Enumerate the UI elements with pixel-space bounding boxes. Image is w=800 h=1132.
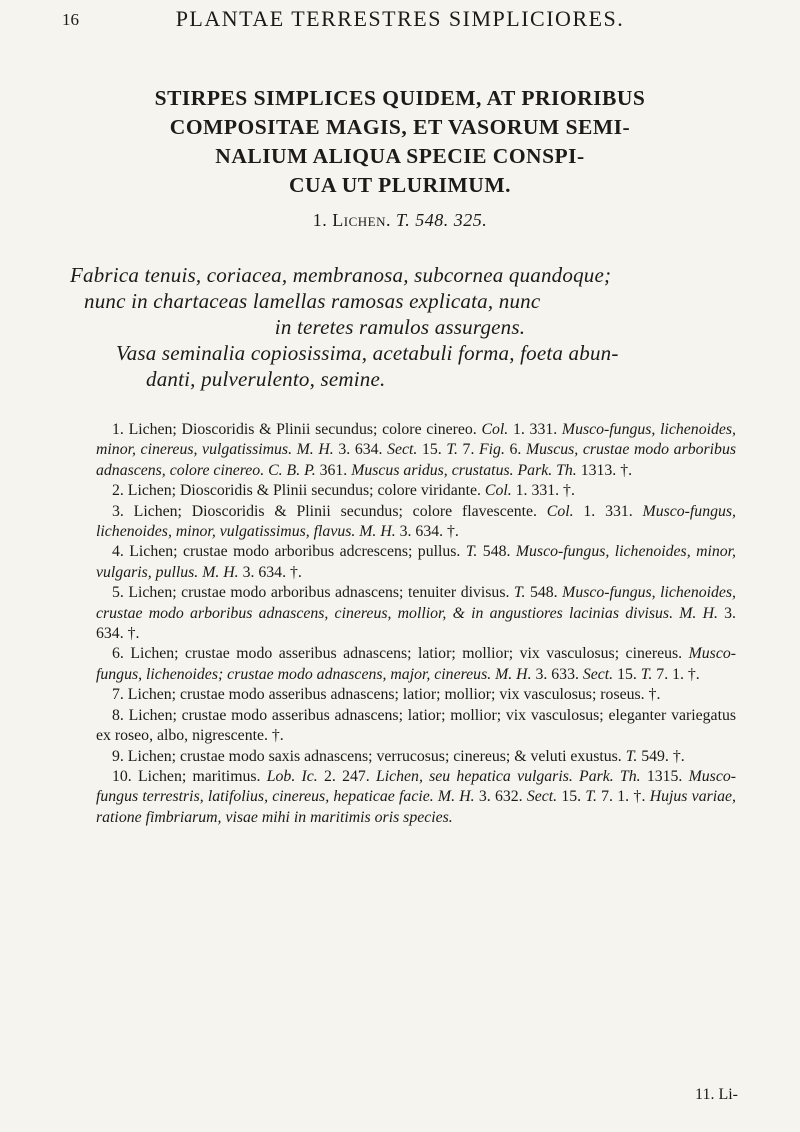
species-entry (96, 706, 736, 747)
entry-text: 15. (613, 665, 641, 683)
entry-text: 3. 634. †. (395, 523, 459, 541)
section-heading-line: CUA UT PLURIMUM. (288, 173, 511, 197)
entry-text: Col. (484, 482, 512, 500)
genus-heading (0, 210, 800, 231)
entry-text: T. (640, 665, 653, 683)
entry-text: Col. (481, 421, 509, 438)
entry-text: Musco-fungus terrestris, latifolius, cinereus, hepaticae facie. M. H. (96, 767, 736, 806)
entry-text: T. (625, 747, 638, 765)
entry-text: Musco-fungus, lichenoides, minor, vulgatissimus, flavus. M. H. (96, 502, 737, 541)
entry-text: Musco-fungus, lichenoides, minor, cinereus, vulgatissimus. M. H. (96, 421, 736, 459)
entry-text: Musco-fungus, lichenoides, minor, vulgaris, pullus. M. H. (96, 543, 737, 581)
species-entries (96, 420, 736, 828)
entry-text: Sect. (582, 665, 614, 683)
description-line: nunc in chartaceas lamellas ramosas explicata, nunc (84, 289, 541, 313)
entry-text: 2. 247. (317, 767, 376, 785)
entry-text: 1. 331. (573, 502, 643, 520)
entry-text: 9. Lichen; crustae modo saxis adnascens; verrucosus; cinereus; & veluti exustus. (112, 747, 626, 765)
entry-text: Sect. (526, 788, 558, 806)
entry-text: 1315. (640, 767, 689, 785)
description-line: danti, pulverulento, semine. (146, 367, 386, 391)
species-entry (96, 644, 736, 685)
entry-text: Muscus, crustae modo arboribus adnascens, colore cinereo. C. B. P. (96, 441, 737, 479)
section-heading (110, 84, 690, 200)
entry-text: 15. (417, 441, 447, 459)
entry-text: T. (465, 543, 478, 561)
entry-text: Lob. Ic. (266, 767, 318, 785)
species-entry (96, 542, 736, 583)
species-entry (96, 420, 736, 481)
entry-text: 1. 331. (508, 421, 562, 438)
entry-text: 361. (315, 461, 352, 479)
running-head (62, 6, 738, 32)
page-number: 16 (62, 10, 79, 29)
entry-text: Sect. (387, 441, 418, 459)
species-entry (96, 502, 736, 543)
genus-number: 1. (312, 210, 328, 230)
entry-text: Musco-fungus, lichenoides; crustae modo adnascens, major, cinereus. M. H. (96, 645, 736, 683)
entry-text: Col. (546, 502, 574, 520)
entry-text: 7. 1. †. (596, 788, 650, 806)
entry-text: 1313. †. (576, 461, 633, 479)
species-entry (96, 747, 736, 767)
section-heading-line: STIRPES SIMPLICES QUIDEM, AT PRIORIBUS (154, 86, 646, 110)
entry-text: Lichen, seu hepatica vulgaris. Park. Th. (375, 767, 641, 785)
entry-text: 8. Lichen; crustae modo asseribus adnascens; latior; mollior; vix vasculosus; eleganter variegatus ex roseo, albo, nigrescente. †. (96, 706, 736, 745)
entry-text: 6. (504, 441, 526, 459)
entry-text: 3. Lichen; Dioscoridis & Plinii secundus; colore flavescente. (112, 502, 547, 520)
entry-text: T. (513, 584, 526, 602)
entry-text: 15. (557, 788, 586, 806)
species-entry (96, 685, 736, 705)
entry-text: Musco-fungus, lichenoides, crustae modo arboribus adnascens, cinereus, mollior, & in angustiores lacinias divisus. M. H. (96, 584, 737, 622)
entry-text: 5. Lichen; crustae modo arboribus adnascens; tenuiter divisus. (112, 584, 514, 602)
species-entry (96, 481, 736, 501)
entry-text: 3. 633. (531, 665, 583, 683)
entry-text: T. (446, 441, 458, 459)
genus-description (70, 262, 730, 392)
entry-text: 10. Lichen; maritimus. (112, 767, 267, 785)
section-heading-line: COMPOSITAE MAGIS, ET VASORUM SEMI- (169, 115, 631, 139)
entry-text: Hujus variae, ratione fimbriarum, visae mihi in maritimis oris species. (96, 788, 736, 826)
genus-name: Lichen. (332, 210, 392, 230)
entry-text: 1. Lichen; Dioscoridis & Plinii secundus; colore cinereo. (112, 421, 482, 438)
running-title: PLANTAE TERRESTRES SIMPLICIORES. (175, 6, 625, 31)
species-entry (96, 767, 736, 828)
entry-text: 6. Lichen; crustae modo asseribus adnascens; latior; mollior; vix vasculosus; cinereus. (112, 645, 689, 663)
description-line: in teretes ramulos assurgens. (274, 315, 526, 339)
catchword: 11. Li- (695, 1086, 738, 1103)
entry-text: Fig. (479, 441, 505, 459)
species-entry (96, 583, 736, 644)
entry-text: Muscus aridus, crustatus. Park. Th. (351, 461, 577, 479)
entry-text: 548. (477, 543, 516, 561)
entry-text: T. (585, 788, 597, 806)
description-line: Fabrica tenuis, coriacea, membranosa, subcornea quandoque; (70, 263, 612, 287)
genus-reference: T. 548. 325. (396, 210, 488, 230)
entry-text: 3. 634. †. (238, 563, 302, 581)
entry-text: 2. Lichen; Dioscoridis & Plinii secundus; colore viridante. (112, 482, 485, 500)
entry-text: 7. Lichen; crustae modo asseribus adnascens; latior; mollior; vix vasculosus; roseus. †. (112, 686, 661, 704)
section-heading-line: NALIUM ALIQUA SPECIE CONSPI- (215, 144, 585, 168)
description-line: Vasa seminalia copiosissima, acetabuli forma, foeta abun- (116, 341, 619, 365)
entry-text: 3. 634. (333, 441, 388, 459)
entry-text: 3. 632. (474, 788, 527, 806)
entry-text: 1. 331. †. (511, 482, 575, 500)
entry-text: 548. (525, 584, 563, 602)
entry-text: 549. †. (637, 747, 685, 765)
entry-text: 4. Lichen; crustae modo arboribus adcrescens; pullus. (112, 543, 466, 561)
entry-text: 7. (457, 441, 480, 459)
entry-text: 7. 1. †. (652, 665, 700, 683)
entry-text: 3. 634. †. (96, 604, 736, 643)
